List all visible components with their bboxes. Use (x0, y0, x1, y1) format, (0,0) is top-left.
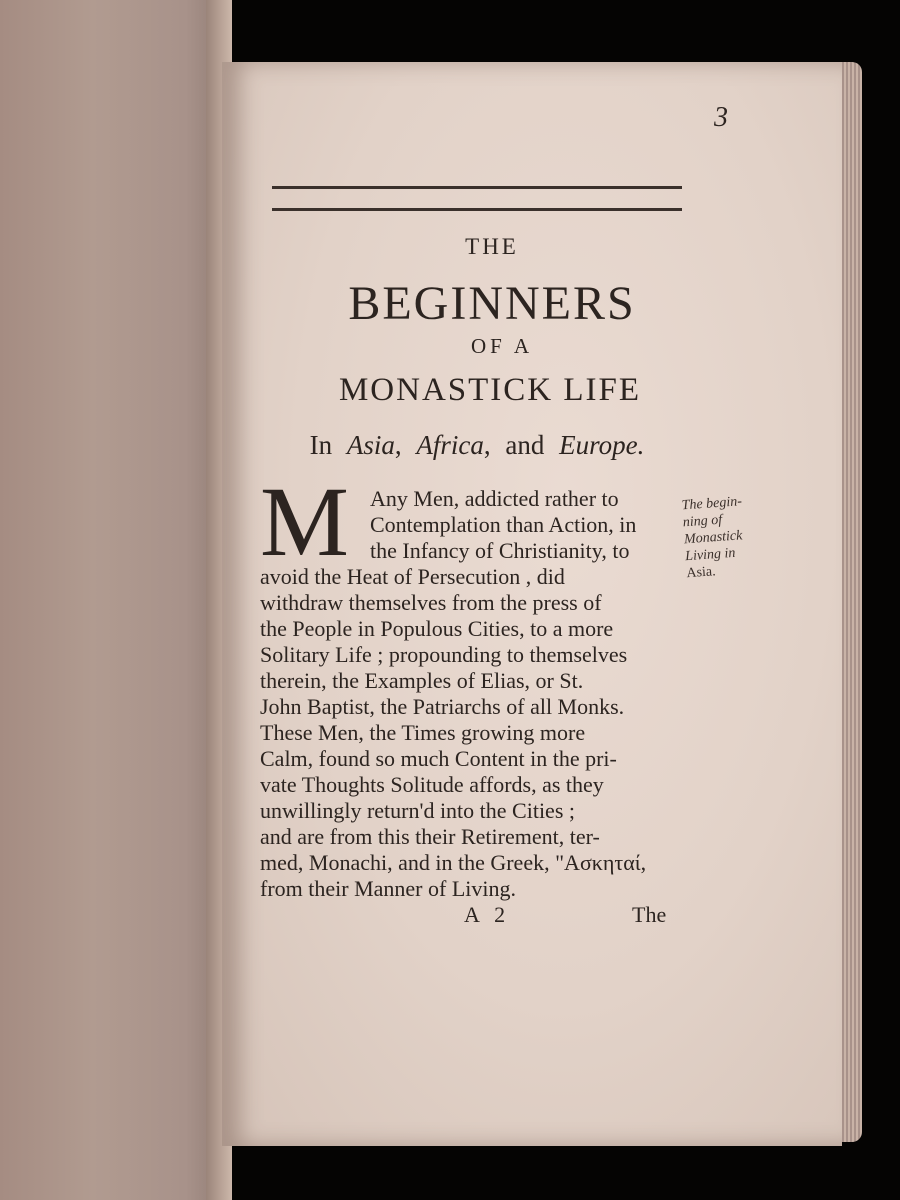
body-line: Contemplation than Action, in (370, 512, 637, 537)
title-regions: In Asia, Africa, and Europe. (309, 430, 645, 460)
body-line: Any Men, addicted rather to (370, 486, 619, 511)
body-line: from their Manner of Living. (260, 876, 516, 901)
page-number: 3 (714, 102, 728, 133)
region-prefix: In (309, 430, 333, 460)
body-line: avoid the Heat of Persecution , did (260, 564, 565, 589)
body-line: withdraw themselves from the press of (260, 590, 602, 615)
body-line: and are from this their Retirement, ter- (260, 824, 600, 849)
body-line: These Men, the Times growing more (260, 720, 586, 745)
body-line: Solitary Life ; propounding to themselves (260, 642, 628, 667)
signature-mark: A 2 (464, 902, 511, 927)
body-line: Calm, found so much Content in the pri- (260, 746, 617, 771)
title-beginners: BEGINNERS (348, 277, 636, 330)
margin-note-line: The begin- (681, 494, 743, 514)
second-rule (272, 208, 682, 211)
body-line: John Baptist, the Patriarchs of all Monks. (260, 694, 625, 719)
catchword: The (632, 902, 667, 927)
title-of-a: OF A (470, 334, 534, 358)
body-line: unwillingly return'd into the Cities ; (260, 798, 575, 823)
drop-cap: M (260, 466, 349, 577)
region-europe: Europe. (559, 430, 645, 460)
title-the: THE (465, 234, 519, 259)
margin-note (681, 491, 783, 582)
body-line: the People in Populous Cities, to a more (260, 616, 614, 641)
region-and: and (505, 430, 545, 460)
margin-note-line: Asia. (685, 564, 717, 582)
margin-note-line: ning of (682, 512, 723, 531)
left-page (0, 0, 232, 1200)
region-africa: Africa (416, 430, 484, 460)
region-asia: Asia (346, 430, 395, 460)
top-rule (272, 186, 682, 189)
body-line: med, Monachi, and in the Greek, "Ασκηταί, (260, 850, 647, 875)
book-page (222, 62, 842, 1146)
body-line: therein, the Examples of Elias, or St. (260, 668, 584, 693)
title-monastick-life: MONASTICK LIFE (338, 372, 642, 408)
body-line: vate Thoughts Solitude affords, as they (260, 772, 604, 797)
body-line: the Infancy of Christianity, to (370, 538, 630, 563)
margin-note-line: Living in (684, 545, 736, 565)
margin-note-line: Monastick (683, 528, 743, 548)
